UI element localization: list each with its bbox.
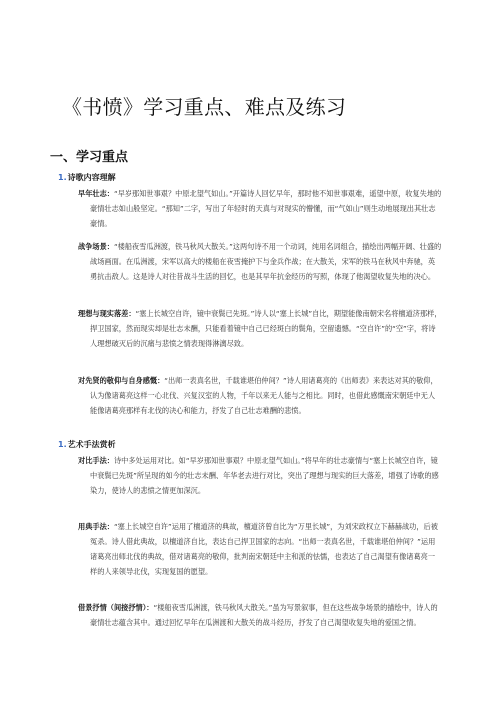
paragraph-term: 对比手法： [78,456,114,465]
subsection-label: 诗歌内容理解 [67,173,116,182]
section-heading: 一、学习重点 [50,150,129,165]
paragraph-text: “早岁那知世事艰？中原北望气如山。”开篇诗人回忆早年，那时他不知世事艰难，遥望中原，收复失地的豪情壮志如山般坚定。“那知”二字，写出了年轻时的天真与对现实的懵懂，而“气如山”则生动地展现出其壮志豪情。 [90,189,442,228]
paragraph-text: “塞上长城空自许，镜中衰鬓已先斑。”诗人以“塞上长城”自比，期望能像南朝宋名将檀道济那样，捍卫国家，然而现实却是壮志未酬，只能看着镜中自己已经斑白的鬓角，空留遗憾。“空自许”的“空”字，将诗人理想破灭后的沉痛与悲愤之情表现得淋漓尽致。 [90,309,442,348]
subsection-number: 1. [58,440,67,449]
paragraph-scenery-lyricism [78,600,442,660]
paragraph-term: 理想与现实落差： [78,309,136,318]
paragraph-early-ambition [78,186,442,231]
paragraph-war-scene [78,239,442,299]
paragraph-text: “楼船夜雪瓜洲渡，铁马秋风大散关。”虽为写景叙事，但在这些战争场景的描绘中，诗人的豪情壮志蕴含其中。通过回忆早年在瓜洲渡和大散关的战斗经历，抒发了自己渴望收复失地的爱国之情。 [90,603,438,627]
paragraph-text: 诗中多处运用对比。如“早岁那知世事艰？中原北望气如山。”将早年的壮志豪情与“塞上长城空自许，镜中衰鬓已先斑”所呈现的如今的壮志未酬、年华老去进行对比，突出了理想与现实的巨大落差，增强了诗歌的感染力，使诗人的悲愤之情更加深沉。 [90,456,439,495]
paragraph-contrast-technique [78,453,442,513]
paragraph-term: 借景抒情（间接抒情）： [78,603,154,612]
page-title: 《书愤》学习重点、难点及练习 [62,95,347,119]
paragraph-text: “楼船夜雪瓜洲渡，铁马秋风大散关。”这两句诗不用一个动词，纯用名词组合，描绘出两幅开阔、壮盛的战场画面。在瓜洲渡，宋军以高大的楼船在夜雪掩护下与金兵作战；在大散关，宋军的铁马在秋风中奔驰，英勇抗击敌人。这是诗人对往昔战斗生活的回忆，也是其早年抗金经历的写照，体现了他渴望收复失地的决心。 [90,242,442,281]
paragraph-term: 对先贤的敬仰与自身感慨： [78,376,165,385]
paragraph-ideal-vs-reality [78,306,442,366]
paragraph-admiration-of-sage [78,373,442,433]
subsection-heading-content [58,172,116,183]
paragraph-allusion-technique [78,519,442,594]
paragraph-text: “塞上长城空自许”运用了檀道济的典故，檀道济曾自比为“万里长城”，为刘宋政权立下赫赫战功，后被冤杀。诗人借此典故，以檀道济自比，表达自己捍卫国家的志向。“出师一表真名世，千载谁堪伯仲间？”运用诸葛亮出师北伐的典故，借对诸葛亮的敬仰，批判南宋朝廷中主和派的怯懦，也表达了自己渴望有像诸葛亮一样的人来领导北伐，实现复国的愿望。 [90,522,438,576]
paragraph-term: 战争场景： [78,242,114,251]
subsection-number: 1. [58,173,67,182]
paragraph-text: “出师一表真名世，千载谁堪伯仲间？”诗人用诸葛亮的《出师表》来表达对其的敬仰，认为像诸葛亮这样一心北伐、兴复汉室的人物，千年以来无人能与之相比。同时，也借此感慨南宋朝廷中无人能像诸葛亮那样有北伐的决心和能力，抒发了自己壮志难酬的悲愤。 [90,376,438,415]
paragraph-term: 早年壮志： [78,189,114,198]
subsection-heading-art [58,439,116,450]
paragraph-term: 用典手法： [78,522,114,531]
subsection-label: 艺术手法赏析 [67,440,116,449]
